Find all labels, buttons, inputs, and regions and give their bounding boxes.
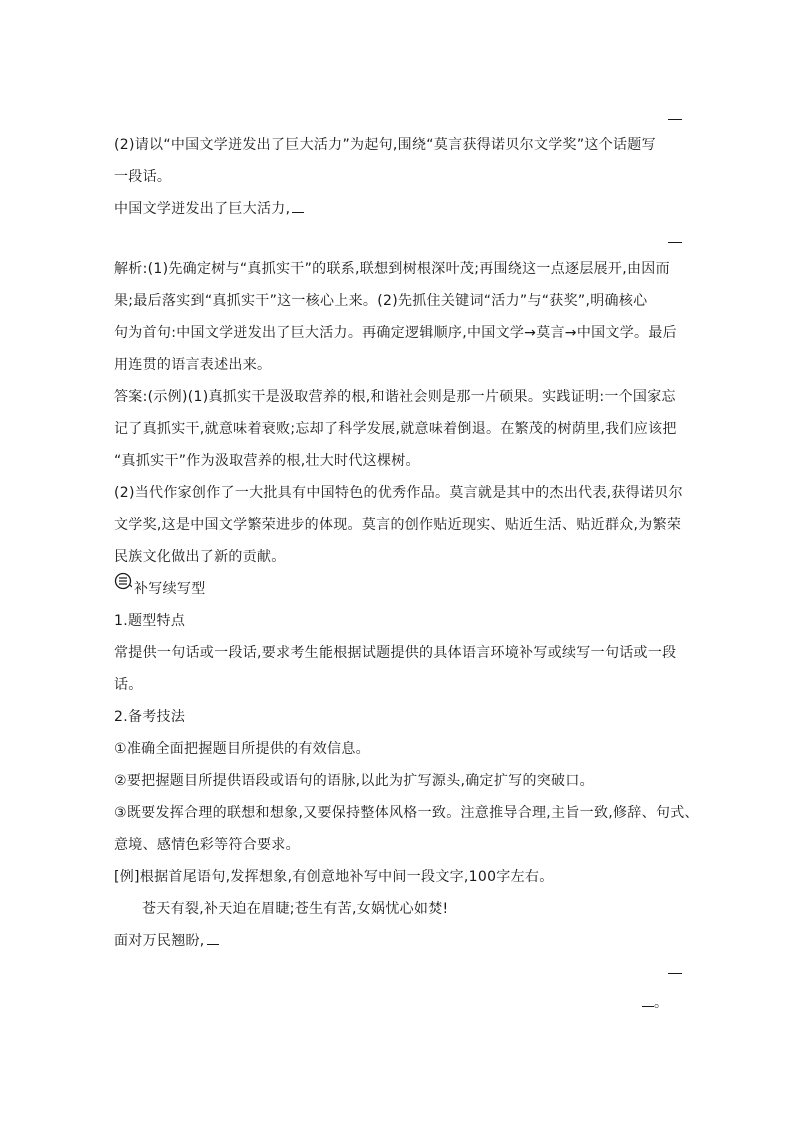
prompt-start xyxy=(114,200,686,218)
body-line: ①准确全面把握题目所提供的有效信息。 xyxy=(114,741,370,757)
period-mark: 。 xyxy=(654,995,669,1011)
answer-blank xyxy=(207,932,219,945)
body-line: 常提供一句话或一段话,要求考生能根据试题提供的具体语言环境补写或续写一句话或一段 xyxy=(114,645,677,661)
analysis-line: 果;最后落实到“真抓实干”这一核心上来。(2)先抓住关键词“活力”与“获奖”,明确核心 xyxy=(114,293,648,309)
body-line: ②要把握题目所提供语段或语句的语脉,以此为扩写源头,确定扩写的突破口。 xyxy=(114,773,594,789)
answer-line-text: 文学奖,这是中国文学繁荣进步的体现。莫言的创作贴近现实、贴近生活、贴近群众,为繁荣 xyxy=(114,517,682,533)
body-line: ③既要发挥合理的联想和想象,又要保持整体风格一致。注意推导合理,主旨一致,修辞、句式、 xyxy=(114,805,699,821)
answer-line-text: (2)当代作家创作了一大批具有中国特色的优秀作品。莫言就是其中的杰出代表,获得诺贝尔 xyxy=(114,485,683,501)
subheading: 2.备考技法 xyxy=(114,709,186,725)
section-title: 补写续写型 xyxy=(134,581,206,597)
subheading: 1.题型特点 xyxy=(114,613,186,629)
answer-line xyxy=(668,973,682,974)
example-quote: 苍天有裂,补天迫在眉睫;苍生有苦,女娲忧心如焚! xyxy=(142,901,449,917)
analysis-line: 解析:(1)先确定树与“真抓实干”的联系,联想到树根深叶茂;再围绕这一点逐层展开,由因而 xyxy=(114,261,670,277)
answer-line xyxy=(668,242,682,243)
answer-line-text: 答案:(示例)(1)真抓实干是汲取营养的根,和谐社会则是那一片硕果。实践证明:一个国家忘 xyxy=(114,389,676,405)
body-line: 话。 xyxy=(114,677,143,693)
answer-line-text: 记了真抓实干,就意味着衰败;忘却了科学发展,就意味着倒退。在繁茂的树荫里,我们应该把 xyxy=(114,421,677,437)
answer-line-text: 民族文化做出了新的贡献。 xyxy=(114,549,286,565)
list-circle-icon xyxy=(114,572,132,590)
question-line: 一段话。 xyxy=(114,169,172,185)
example-start xyxy=(114,932,686,950)
analysis-line: 用连贯的语言表述出来。 xyxy=(114,357,272,373)
example-start-text: 面对万民翘盼, xyxy=(114,933,205,949)
analysis-line: 句为首句:中国文学迸发出了巨大活力。再确定逻辑顺序,中国文学→莫言→中国文学。最后 xyxy=(114,325,677,341)
example-prompt: [例]根据首尾语句,发挥想象,有创意地补写中间一段文字,100字左右。 xyxy=(114,869,554,885)
answer-line xyxy=(668,119,682,120)
answer-line-text: “真抓实干”作为汲取营养的根,壮大时代这棵树。 xyxy=(114,453,420,469)
answer-blank xyxy=(642,994,654,1007)
body-line: 意境、感情色彩等符合要求。 xyxy=(114,837,300,853)
prompt-text: 中国文学迸发出了巨大活力, xyxy=(114,201,291,217)
question-line: (2)请以“中国文学迸发出了巨大活力”为起句,围绕“莫言获得诺贝尔文学奖”这个话题写 xyxy=(114,137,656,153)
example-end xyxy=(640,994,700,1012)
answer-blank xyxy=(292,200,304,213)
